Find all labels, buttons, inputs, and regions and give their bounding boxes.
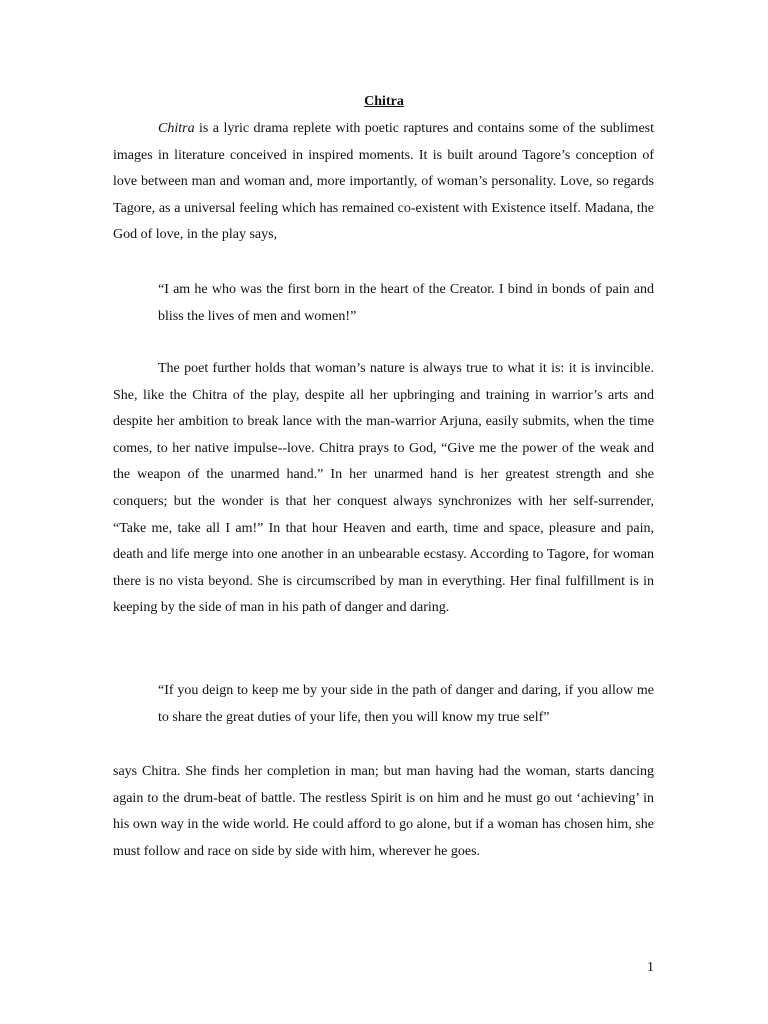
paragraph-intro <box>113 116 654 249</box>
paragraph-intro-text: is a lyric drama replete with poetic raptures and contains some of the sublimest images in literature conceived in inspired moments. It is built around Tagore’s conception of love between man and woman and, more importantly, of woman’s personality. Love, so regards Tagore, as a universal feeling which has remained co-existent with Existence itself. Madana, the God of love, in the play says, <box>113 121 654 243</box>
page-number: 1 <box>647 960 654 975</box>
page-title: Chitra <box>364 94 404 109</box>
paragraph-conclusion: says Chitra. She finds her completion in man; but man having had the woman, starts dancing again to the drum-beat of battle. The restless Spirit is on him and he must go out ‘achieving’ in his own way in the wide world. He could afford to go alone, but if a woman has chosen him, she must follow and race on side by side with him, wherever he goes. <box>113 764 654 859</box>
block-quote-madana: “I am he who was the first born in the heart of the Creator. I bind in bonds of pain and bliss the lives of men and women!” <box>158 282 654 324</box>
italic-title-reference: Chitra <box>158 121 195 136</box>
paragraph-woman-nature: The poet further holds that woman’s nature is always true to what it is: it is invincible. She, like the Chitra of the play, despite all her upbringing and training in warrior’s arts and despite her ambition to break lance with the man-warrior Arjuna, easily submits, when the time comes, to her native impulse--love. Chitra prays to God, “Give me the power of the weak and the weapon of the unarmed hand.” In her unarmed hand is her greatest strength and she conquers; but the wonder is that her conquest always synchronizes with her self-surrender, “Take me, take all I am!” In that hour Heaven and earth, time and space, pleasure and pain, death and life merge into one another in an unbearable ecstasy. According to Tagore, for woman there is no vista beyond. She is circumscribed by man in everything. Her final fulfillment is in keeping by the side of man in his path of danger and daring. <box>113 361 654 616</box>
block-quote-chitra: “If you deign to keep me by your side in the path of danger and daring, if you allow me to share the great duties of your life, then you will know my true self” <box>158 683 654 725</box>
